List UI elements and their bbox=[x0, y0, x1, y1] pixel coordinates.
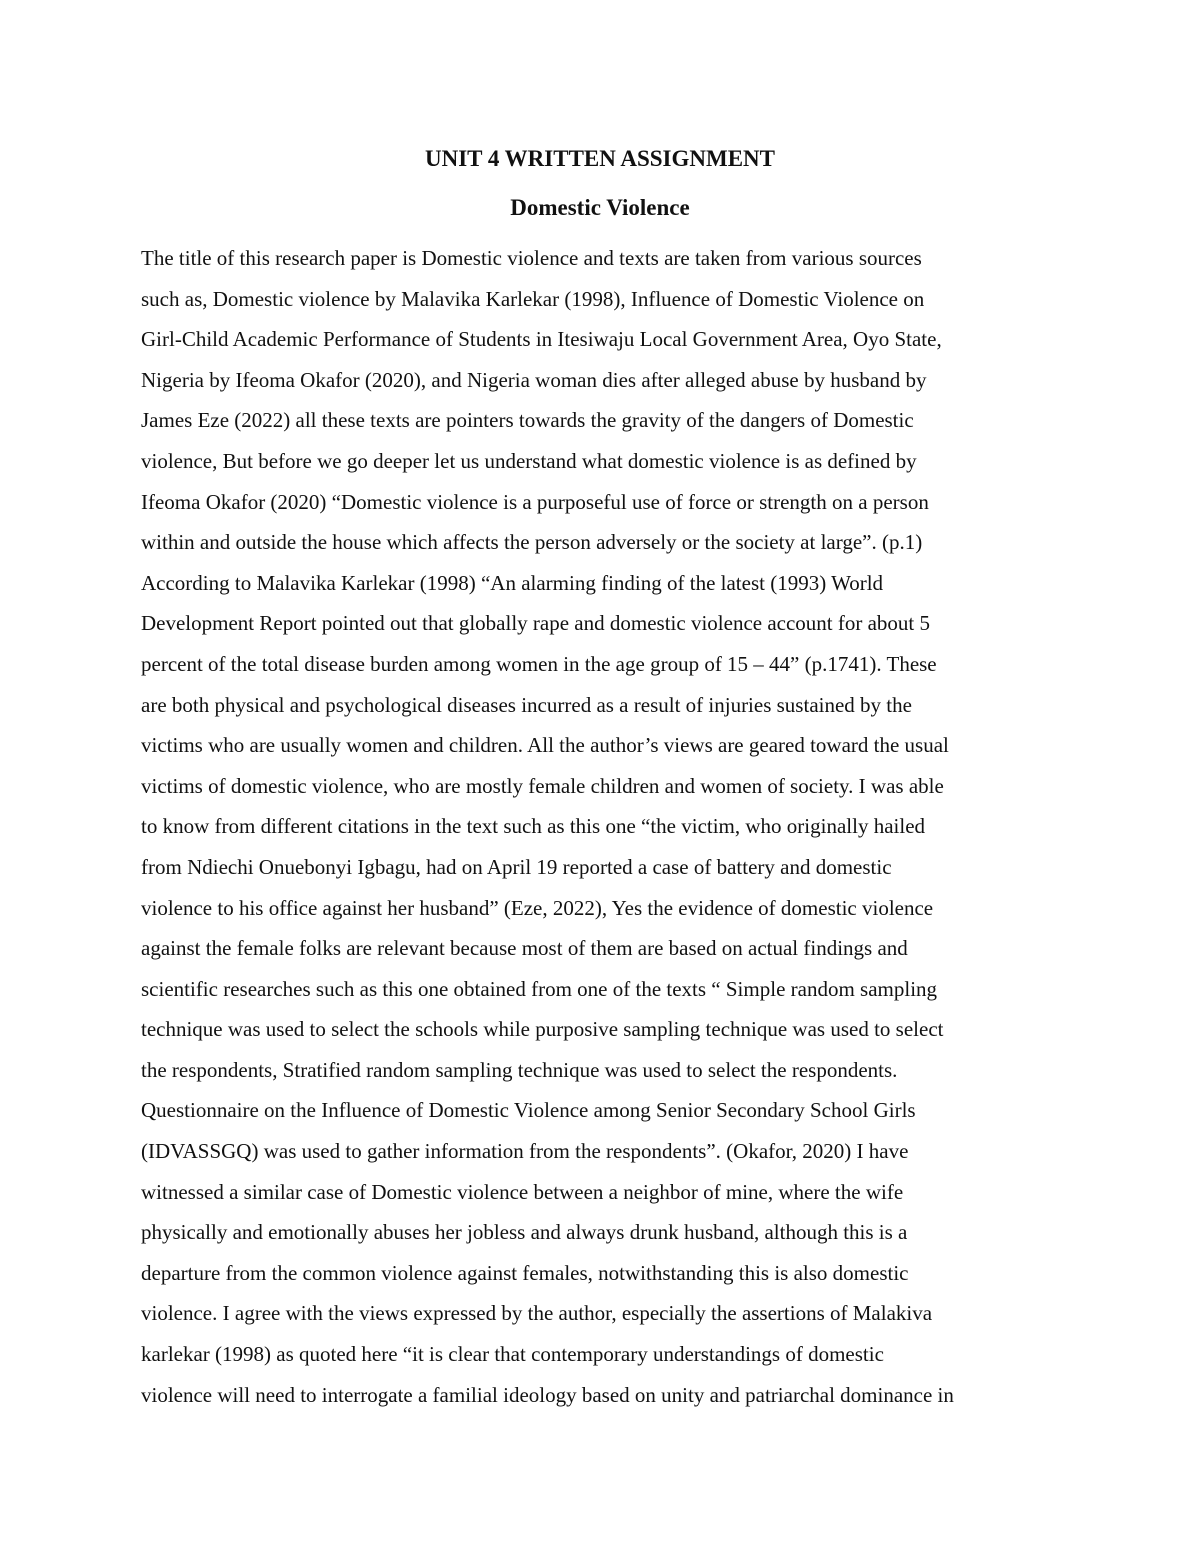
text-line: departure from the common violence against females, notwithstanding this is also domestic bbox=[141, 1260, 909, 1285]
text-line: karlekar (1998) as quoted here “it is clear that contemporary understandings of domestic bbox=[141, 1342, 884, 1367]
text-line: scientific researches such as this one obtained from one of the texts “ Simple random sampling bbox=[141, 976, 938, 1001]
text-line: violence to his office against her husband” (Eze, 2022), Yes the evidence of domestic violence bbox=[141, 895, 934, 920]
text-line: Ifeoma Okafor (2020) “Domestic violence is a purposeful use of force or strength on a person bbox=[141, 489, 929, 514]
text-line: violence. I agree with the views expressed by the author, especially the assertions of Malakiva bbox=[141, 1301, 933, 1326]
text-line: physically and emotionally abuses her jobless and always drunk husband, although this is a bbox=[141, 1220, 908, 1245]
text-line: witnessed a similar case of Domestic violence between a neighbor of mine, where the wife bbox=[141, 1179, 904, 1204]
text-line: (IDVASSGQ) was used to gather information from the respondents”. (Okafor, 2020) I have bbox=[141, 1139, 909, 1164]
text-line: Questionnaire on the Influence of Domestic Violence among Senior Secondary School Girls bbox=[141, 1098, 916, 1123]
text-line: the respondents, Stratified random sampling technique was used to select the respondents. bbox=[141, 1057, 898, 1082]
page-subtitle: Domestic Violence bbox=[510, 195, 690, 220]
page-title: UNIT 4 WRITTEN ASSIGNMENT bbox=[425, 146, 775, 171]
text-line: violence, But before we go deeper let us understand what domestic violence is as defined by bbox=[141, 448, 917, 473]
text-line: technique was used to select the schools while purposive sampling technique was used to select bbox=[141, 1017, 944, 1042]
body-paragraph bbox=[141, 238, 1061, 1415]
text-line: within and outside the house which affects the person adversely or the society at large”. (p.1) bbox=[141, 530, 923, 555]
text-line: According to Malavika Karlekar (1998) “An alarming finding of the latest (1993) World bbox=[141, 570, 884, 595]
text-line: violence will need to interrogate a familial ideology based on unity and patriarchal dominance in bbox=[141, 1382, 954, 1407]
text-line: victims of domestic violence, who are mostly female children and women of society. I was able bbox=[141, 773, 944, 798]
text-line: to know from different citations in the text such as this one “the victim, who originally hailed bbox=[141, 814, 926, 839]
text-line: James Eze (2022) all these texts are pointers towards the gravity of the dangers of Domestic bbox=[141, 408, 914, 433]
text-line: The title of this research paper is Domestic violence and texts are taken from various sources bbox=[141, 246, 922, 270]
text-line: Development Report pointed out that globally rape and domestic violence account for about 5 bbox=[141, 611, 931, 636]
text-line: Girl-Child Academic Performance of Students in Itesiwaju Local Government Area, Oyo State, bbox=[141, 327, 942, 352]
text-line: such as, Domestic violence by Malavika Karlekar (1998), Influence of Domestic Violence on bbox=[141, 286, 925, 311]
text-line: from Ndiechi Onuebonyi Igbagu, had on April 19 reported a case of battery and domestic bbox=[141, 854, 892, 879]
text-line: victims who are usually women and children. All the author’s views are geared toward the usual bbox=[141, 733, 949, 758]
text-line: percent of the total disease burden among women in the age group of 15 – 44” (p.1741). These bbox=[141, 651, 937, 676]
text-line: Nigeria by Ifeoma Okafor (2020), and Nigeria woman dies after alleged abuse by husband by bbox=[141, 367, 927, 392]
text-line: against the female folks are relevant because most of them are based on actual findings and bbox=[141, 936, 908, 961]
text-line: are both physical and psychological diseases incurred as a result of injuries sustained by the bbox=[141, 692, 912, 717]
